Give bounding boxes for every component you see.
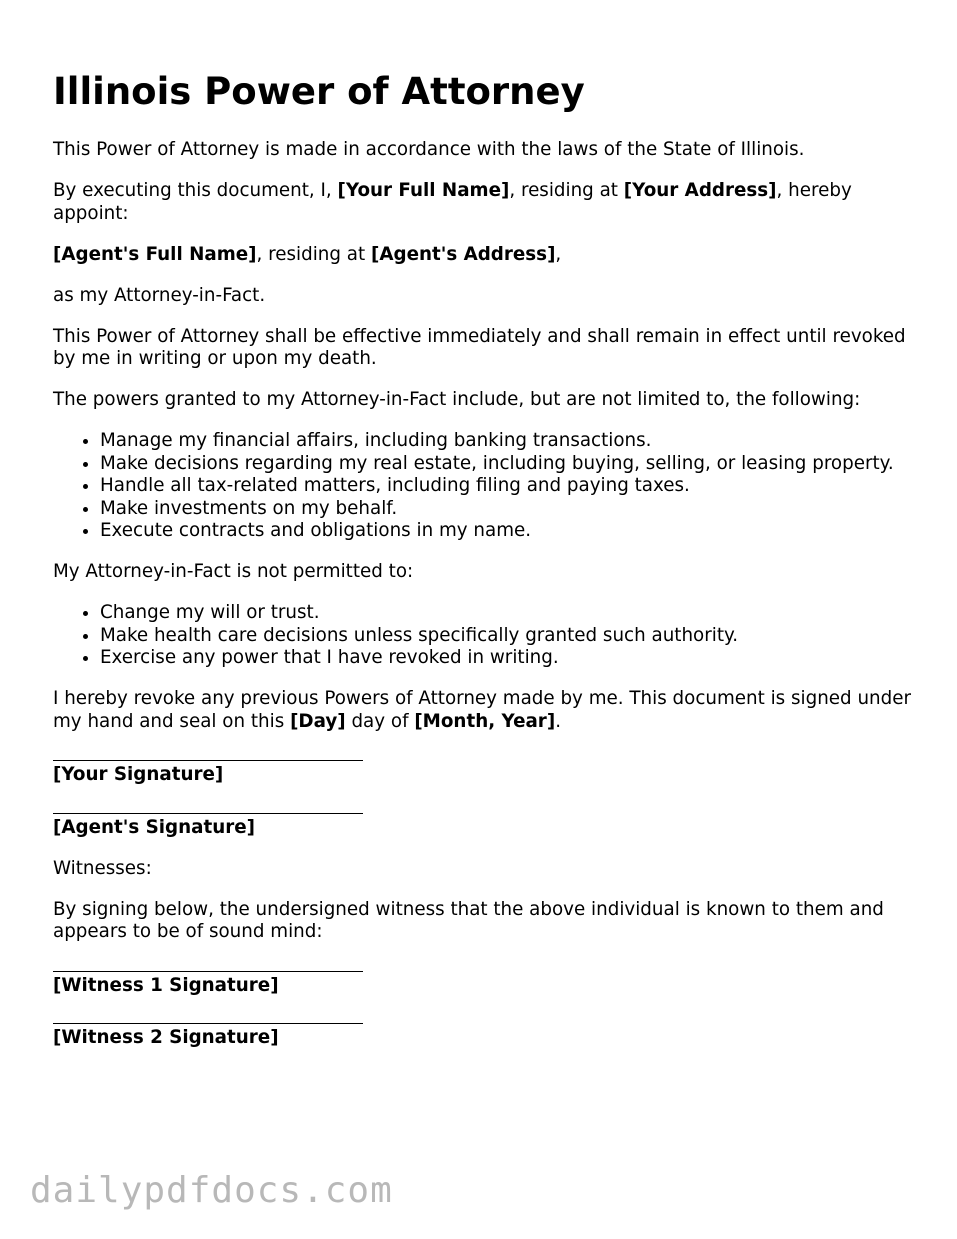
intro-paragraph: This Power of Attorney is made in accordance with the laws of the State of Illinois. [53, 139, 805, 160]
your-signature-label: [Your Signature] [53, 764, 224, 785]
witness1-signature-block [53, 971, 913, 998]
list-item: • Manage my financial affairs, including banking transactions. [100, 430, 913, 453]
witness2-signature-block [53, 1023, 913, 1050]
principal-paragraph [53, 180, 913, 225]
principal-prefix: By executing this document, I, [53, 180, 338, 201]
agent-address-placeholder: [Agent's Address] [370, 243, 556, 265]
powers-intro: The powers granted to my Attorney-in-Fact include, but are not limited to, the following: [53, 389, 861, 410]
effective-paragraph: This Power of Attorney shall be effective immediately and shall remain in effect until revoked by me in writing or upon my death. [53, 325, 906, 369]
month-year-placeholder: [Month, Year] [414, 710, 556, 732]
agent-middle: , residing at [256, 243, 371, 265]
watermark: dailypdfdocs.com [30, 1170, 393, 1211]
list-item: • Make health care decisions unless specifically granted such authority. [100, 625, 913, 648]
page-title: Illinois Power of Attorney [53, 70, 585, 113]
witness1-signature-label: [Witness 1 Signature] [53, 974, 279, 996]
restrictions-list [53, 602, 913, 670]
agent-signature-label: [Agent's Signature] [53, 816, 255, 838]
signature-line [53, 1023, 363, 1024]
principal-suffix: , hereby appoint: [53, 180, 852, 224]
powers-list [53, 430, 913, 543]
list-item: • Handle all tax-related matters, including filing and paying taxes. [100, 475, 913, 498]
signature-line [53, 813, 363, 814]
witnesses-heading: Witnesses: [53, 857, 152, 879]
signature-line [53, 760, 363, 761]
your-signature-block [53, 760, 913, 787]
revocation-paragraph [53, 688, 913, 733]
principal-middle: , residing at [509, 180, 624, 201]
restrictions-intro: My Attorney-in-Fact is not permitted to: [53, 561, 414, 582]
principal-address-placeholder: [Your Address] [623, 180, 777, 201]
list-item: • Make decisions regarding my real estate, including buying, selling, or leasing property. [100, 453, 913, 476]
document-page [53, 0, 913, 1050]
role-paragraph: as my Attorney-in-Fact. [53, 284, 266, 306]
revocation-suffix: . [555, 710, 561, 732]
agent-suffix: , [555, 243, 562, 265]
principal-name-placeholder: [Your Full Name] [337, 180, 510, 201]
signature-line [53, 971, 363, 972]
list-item: • Exercise any power that I have revoked in writing. [100, 647, 913, 670]
list-item: • Make investments on my behalf. [100, 498, 913, 521]
list-item: • Change my will or trust. [100, 602, 913, 625]
list-item: • Execute contracts and obligations in my name. [100, 520, 913, 543]
day-placeholder: [Day] [290, 710, 346, 732]
revocation-prefix: I hereby revoke any previous Powers of Attorney made by me. This document is signed under my hand and seal on this [53, 688, 911, 732]
witness-statement: By signing below, the undersigned witness that the above individual is known to them and appears to be of sound mind: [53, 898, 884, 942]
revocation-middle: day of [345, 710, 415, 732]
witness2-signature-label: [Witness 2 Signature] [53, 1027, 279, 1048]
agent-paragraph [53, 244, 913, 267]
agent-signature-block [53, 813, 913, 840]
agent-name-placeholder: [Agent's Full Name] [53, 243, 257, 265]
